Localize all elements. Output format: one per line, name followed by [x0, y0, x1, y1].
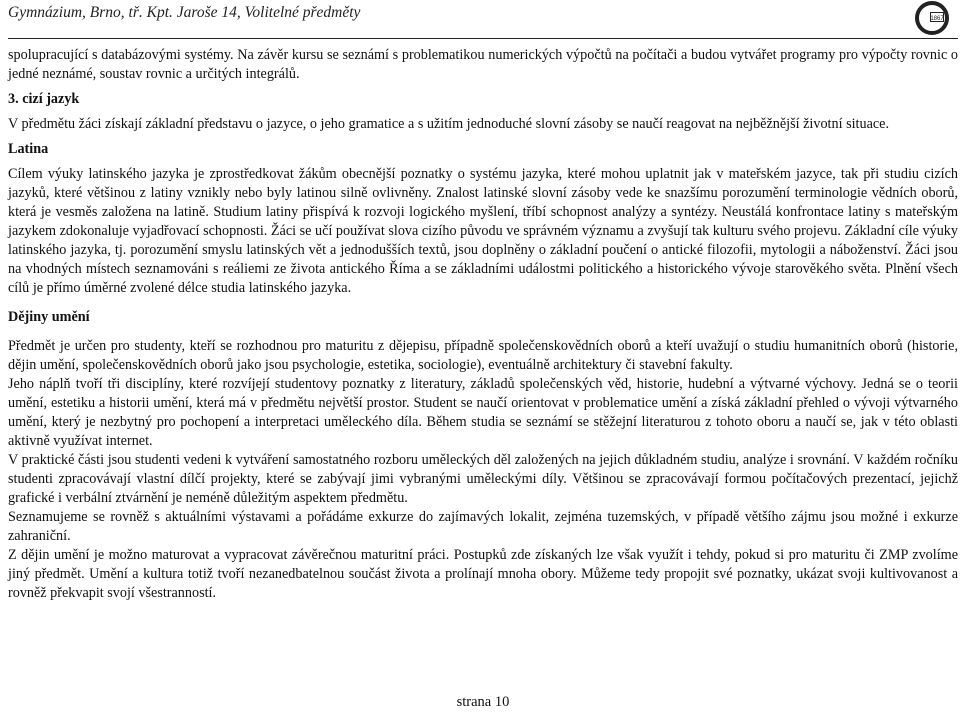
art-history-paragraph-3: V praktické části jsou studenti vedeni k vytváření samostatného rozboru uměleckých děl založených na jejich důkladném studiu, analýze i srovnání. V každém ročníku studenti zpracovávají vlastní dílčí projekty, které se zabývají jimi vybranými uměleckými díly. Většinou se zpracovávají formou počítačových prezentací, jejichž grafické i verbální ztvárnění je neméně důležitým aspektem předmětu.	[8, 452, 958, 506]
section-heading-foreign-language: 3. cizí jazyk	[8, 91, 80, 107]
latin-paragraph: Cílem výuky latinského jazyka je zprostředkovat žákům obecnější poznatky o systému jazyka, které mohou uplatnit jak v mateřském jazyce, tak při studiu cizích jazyků, které většinou z latiny vznikly nebo byly latinou silně ovlivněny. Znalost latinské slovní zásoby vede ke snazšímu porozumění terminologie vědních oborů, která je vesměs založena na latině. Studium latiny přispívá k rozvoji logického myšlení, tříbí schopnost analýzy a syntézy. Neustálá konfrontace latiny s mateřským jazykem zdokonaluje vyjadřovací schopnosti. Žáci se učí používat slova cizího původu ve správném významu a zvyšují tak kulturu svého projevu. Základní cíle výuky latinského jazyka, tj. porozumění smyslu latinských vět a jednodušších textů, jsou doplněny o základní poučení o antické filozofii, mytologii a náboženství. Žáci jsou na vhodných místech seznamováni s reáliemi ze života antického Říma a se základními událostmi politického a historického vývoje starověkého světa. Plnění všech cílů je přímo úměrné zvolené délce studia latinského jazyka.	[8, 166, 958, 296]
header-divider	[8, 38, 958, 39]
section-heading-latin: Latina	[8, 141, 49, 157]
foreign-language-paragraph: V předmětu žáci získají základní představu o jazyce, o jeho gramatice a s užitím jednoduché slovní zásoby se naučí reagovat na nejběžnější životní situace.	[8, 116, 890, 132]
intro-paragraph: spolupracující s databázovými systémy. Na závěr kursu se seznámí s problematikou numerických výpočtů na počítači a budou vytvářet programy pro výpočty rovnic o jedné neznámé, soustav rovnic a určitých integrálů.	[8, 47, 958, 82]
art-history-paragraph-2: Jeho náplň tvoří tři disciplíny, které rozvíjejí studentovy poznatky z literatury, základů společenských věd, historie, hudební a výtvarné výchovy. Jedná se o teorii umění, estetiku a historii umění, která má v předmětu největší prostor. Student se naučí orientovat v problematice umění a získá základní přehled o vývoji výtvarného umění, který je nezbytný pro pochopení a interpretaci uměleckého díla. Během studia se seznámí se stěžejní literaturou z tohoto oboru a naučí se, jak v této oblasti aktivně využívat internet.	[8, 376, 958, 449]
school-crest-icon	[914, 0, 950, 36]
art-history-paragraph-4: Seznamujeme se rovněž s aktuálními výstavami a pořádáme exkurze do zajímavých lokalit, zejména tuzemských, v případě většího zájmu jsou možné i exkurze zahraniční.	[8, 509, 958, 544]
logo-year: 1867	[930, 16, 944, 22]
page-header	[6, 0, 956, 44]
page-number: strana 10	[456, 694, 510, 710]
header-title: Gymnázium, Brno, tř. Kpt. Jaroše 14, Volitelné předměty	[8, 4, 361, 21]
page-footer	[0, 694, 960, 711]
section-heading-art-history: Dějiny umění	[8, 309, 90, 325]
art-history-paragraph-1: Předmět je určen pro studenty, kteří se rozhodnou pro maturitu z dějepisu, případně společenskovědních oborů a kteří uvažují o studiu humanitních oborů (historie, dějin umění, společenskovědních oborů jako jsou psychologie, estetika, sociologie), eventuálně architektury či stavební fakulty.	[8, 338, 958, 373]
page-content	[8, 46, 958, 603]
art-history-paragraph-5: Z dějin umění je možno maturovat a vypracovat závěrečnou maturitní práci. Postupků zde získaných lze však využít i tehdy, pokud si pro maturitu či ZMP zvolíme jiný předmět. Umění a kultura totiž tvoří nezanedbatelnou součást života a prolínají mnoha obory. Můžeme tedy propojit své poznatky, ukázat svoji kultivovanost a rovněž překvapit svojí všestranností.	[8, 547, 958, 601]
